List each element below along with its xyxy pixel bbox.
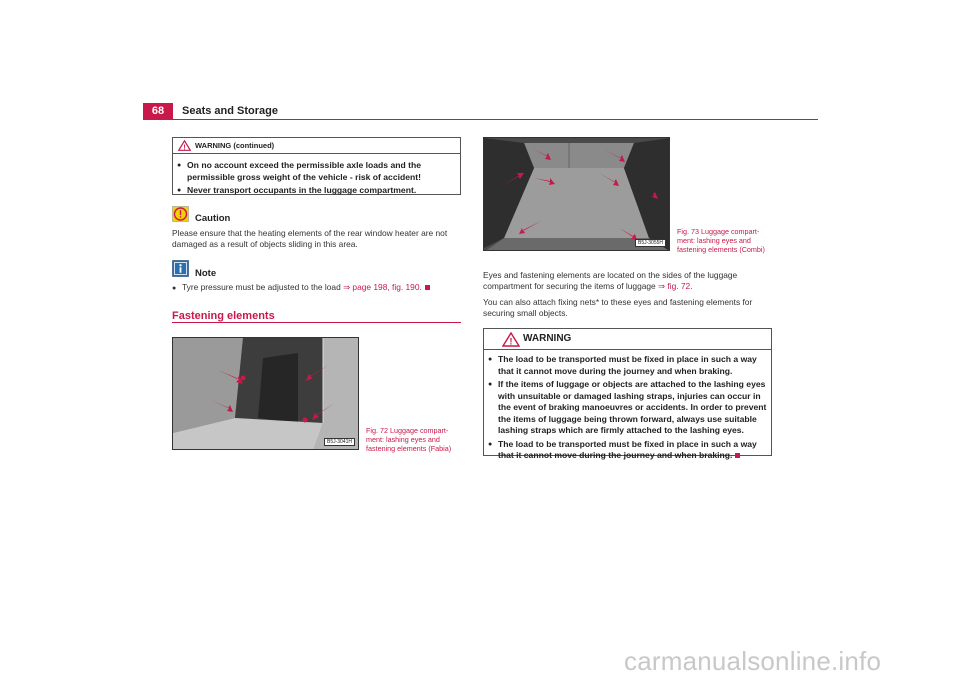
end-mark-icon bbox=[735, 453, 740, 458]
caution-icon bbox=[172, 206, 189, 222]
figure-72-photo bbox=[172, 337, 359, 450]
bullet-icon: ● bbox=[172, 285, 177, 292]
svg-text:!: ! bbox=[183, 144, 186, 151]
end-mark-icon bbox=[425, 285, 430, 290]
page-number: 68 bbox=[143, 103, 173, 120]
warning-triangle-icon bbox=[502, 332, 520, 347]
note-title: Note bbox=[195, 268, 217, 279]
heading-rule bbox=[172, 322, 461, 323]
note-page-reference[interactable]: ⇒ page 198, fig. 190. bbox=[343, 282, 422, 292]
warning-title: WARNING bbox=[523, 333, 572, 344]
warning-item: ● The load to be transported must be fixed in place in such a way that it cannot move during the journey and when braking. bbox=[486, 354, 767, 377]
header-rule bbox=[143, 119, 818, 120]
figure-73-photo bbox=[483, 137, 670, 251]
warning-item: ● The load to be transported must be fixed in place in such a way that it cannot move during the journey and when braking. bbox=[486, 439, 767, 462]
svg-text:!: ! bbox=[509, 336, 513, 347]
fastening-heading: Fastening elements bbox=[172, 310, 275, 322]
figure-73-caption: Fig. 73 Luggage compart-ment: lashing eyes and fastening elements (Combi) bbox=[677, 227, 765, 254]
figure-73-code: B5J-3055H bbox=[635, 239, 666, 247]
note-text: ● Tyre pressure must be adjusted to the load ⇒ page 198, fig. 190. bbox=[172, 282, 462, 294]
note-icon bbox=[172, 260, 189, 277]
section-title: Seats and Storage bbox=[182, 105, 278, 117]
warning-item: ● Never transport occupants in the luggage compartment. bbox=[175, 185, 456, 197]
figure-72-caption: Fig. 72 Luggage compart-ment: lashing eyes and fastening elements (Fabia) bbox=[366, 426, 452, 453]
fastening-paragraph-2: You can also attach fixing nets* to these eyes and fastening elements for securing small objects. bbox=[483, 297, 753, 318]
caution-title: Caution bbox=[195, 213, 231, 224]
warning-continued-box bbox=[172, 137, 461, 195]
figure-72-code: B5J-3041H bbox=[324, 438, 355, 446]
warning-item: ● On no account exceed the permissible axle loads and the permissible gross weight of the vehicle - risk of accident! bbox=[175, 160, 456, 183]
warning-box bbox=[483, 328, 772, 460]
watermark: carmanualsonline.info bbox=[624, 646, 882, 676]
luggage-compartment-fabia-illustration bbox=[173, 338, 359, 450]
fastening-paragraph-1: Eyes and fastening elements are located on the sides of the luggage compartment for securing the items of luggage ⇒ fig. 72. bbox=[483, 270, 738, 291]
caution-text: Please ensure that the heating elements of the rear window heater are not damaged as a result of objects sliding in this area. bbox=[172, 228, 448, 249]
figure-72-reference[interactable]: ⇒ fig. 72. bbox=[658, 281, 693, 291]
warning-continued-label: WARNING (continued) bbox=[195, 141, 275, 150]
warning-item: ● If the items of luggage or objects are attached to the lashing eyes with unsuitable or damaged lashing straps, injuries can occur in the event of braking manoeuvres or accidents. In order to prevent the items of luggage being thrown forward, always use suitable lashing straps which are firmly attached to the lashing eyes. bbox=[486, 379, 767, 437]
luggage-compartment-combi-illustration bbox=[484, 138, 670, 251]
warning-triangle-icon bbox=[178, 140, 191, 151]
